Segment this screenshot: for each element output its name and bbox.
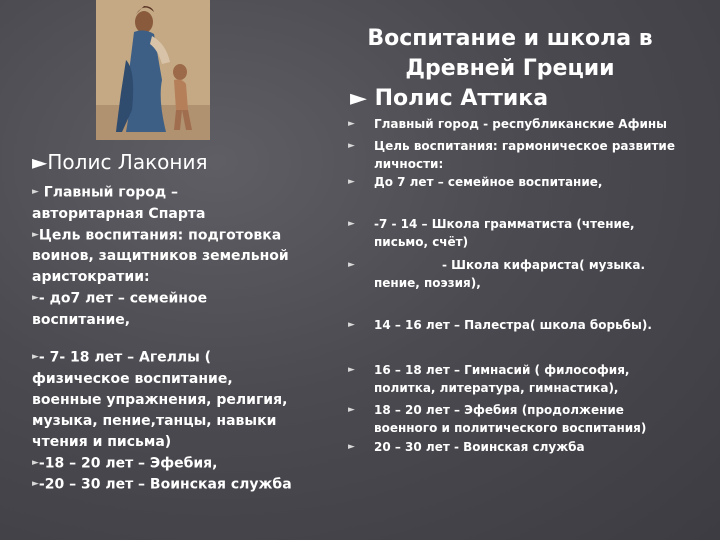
attika-military-text: 20 – 30 лет - Воинская служба	[374, 440, 585, 454]
triangle-right-icon: ►	[348, 119, 355, 129]
attika-main-city-text: Главный город - республиканские Афины	[374, 117, 668, 131]
triangle-right-icon: ►	[348, 365, 355, 375]
laconia-agella-line4: музыка, пение,танцы, навыки	[32, 412, 277, 429]
slide-title	[330, 24, 690, 84]
greek-fresco-image	[96, 0, 210, 140]
attika-goal-line2: личности:	[374, 157, 444, 171]
title-line-2: Древней Греции	[405, 56, 615, 81]
heading-laconia-text: Полис Лакония	[47, 150, 208, 174]
attika-family	[374, 173, 704, 191]
attika-palestra	[374, 316, 704, 334]
attika-military	[374, 438, 704, 456]
triangle-right-icon: ►	[32, 479, 39, 489]
triangle-right-icon: ►	[32, 150, 48, 174]
triangle-right-icon: ►	[348, 260, 355, 270]
triangle-right-icon: ►	[348, 219, 355, 229]
laconia-agella	[32, 347, 332, 496]
laconia-goal-line2: воинов, защитников земельной	[32, 248, 289, 264]
triangle-right-icon: ►	[350, 86, 367, 111]
triangle-right-icon: ►	[348, 405, 355, 415]
attika-ephebia-line2: военного и политического воспитания)	[374, 421, 647, 435]
laconia-agella-line1: - 7- 18 лет – Агеллы (	[38, 349, 212, 366]
attika-grammatist-line1: -7 - 14 – Школа грамматиста (чтение,	[374, 217, 635, 231]
laconia-main-city-line1: Главный город –	[43, 184, 179, 201]
triangle-right-icon: ►	[348, 177, 355, 187]
triangle-right-icon: ►	[348, 141, 355, 151]
laconia-agella-line3: военные упражнения, религия,	[32, 391, 288, 408]
attika-grammatist-line2: письмо, счёт)	[374, 235, 469, 249]
subtitle-attika	[350, 86, 548, 111]
attika-gymnasium-line1: 16 – 18 лет – Гимнасий ( философия,	[374, 363, 630, 377]
heading-laconia	[32, 150, 208, 174]
triangle-right-icon: ►	[32, 229, 39, 240]
laconia-ephebia: -18 – 20 лет – Эфебия,	[38, 455, 218, 471]
laconia-family-line2: воспитание,	[32, 311, 131, 328]
title-line-1: Воспитание и школа в	[367, 26, 653, 51]
triangle-right-icon: ►	[32, 457, 39, 468]
attika-ephebia-line1: 18 – 20 лет – Эфебия (продолжение	[374, 403, 624, 417]
attika-kifarist-line2: пение, поэзия),	[374, 276, 481, 290]
laconia-main-city	[32, 182, 332, 331]
attika-kifarist	[374, 256, 704, 292]
triangle-right-icon: ►	[32, 187, 39, 197]
triangle-right-icon: ►	[32, 293, 39, 303]
laconia-agella-line5: чтения и письма)	[32, 433, 172, 450]
attika-ephebia	[374, 401, 704, 437]
laconia-agella-line2: физическое воспитание,	[32, 370, 233, 387]
attika-gymnasium-line2: политка, литература, гимнастика),	[374, 381, 619, 395]
laconia-goal-line1: Цель воспитания: подготовка	[38, 227, 282, 243]
attika-grammatist	[374, 215, 704, 251]
fresco-figure-icon	[96, 0, 210, 140]
triangle-right-icon: ►	[32, 352, 39, 362]
attika-goal-line1: Цель воспитания: гармоническое развитие	[374, 139, 675, 153]
laconia-military: -20 – 30 лет – Воинская служба	[38, 476, 292, 493]
laconia-main-city-line2: авторитарная Спарта	[32, 205, 206, 222]
attika-goal	[374, 137, 704, 173]
attika-gymnasium	[374, 361, 704, 397]
triangle-right-icon: ►	[348, 442, 355, 452]
triangle-right-icon: ►	[348, 320, 355, 330]
attika-main-city	[374, 115, 704, 133]
attika-kifarist-line1: - Школа кифариста( музыка.	[442, 258, 646, 272]
laconia-family-line1: - до7 лет – семейное	[38, 290, 208, 307]
laconia-goal-line3: аристократии:	[32, 269, 150, 285]
attika-family-text: До 7 лет – семейное воспитание,	[374, 175, 603, 189]
attika-palestra-text: 14 – 16 лет – Палестра( школа борьбы).	[374, 318, 652, 332]
subtitle-text: Полис Аттика	[374, 86, 549, 111]
